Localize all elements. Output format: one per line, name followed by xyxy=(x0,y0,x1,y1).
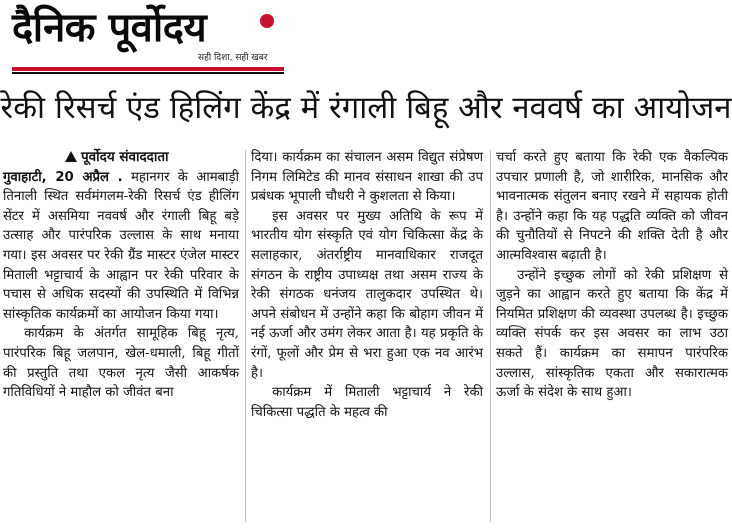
article-paragraph: इस अवसर पर मुख्य अतिथि के रूप में भारतीय योग संस्कृति एवं योग चिकित्सा केंद्र के सलाहकार, अंतर्राष्ट्रीय मानवाधिकार राजदूत संगठन के राष्ट्रीय उपाध्यक्ष तथा असम राज्य के रेकी संगठक धनंजय तालुकदार उपस्थित थे। अपने संबोधन में उन्होंने कहा कि बोहाग जीवन में नई ऊर्जा और उमंग लेकर आता है। यह प्रकृति के रंगों, फूलों और प्रेम से भरा हुआ एक नव आरंभ है। xyxy=(251,208,483,381)
article-paragraph xyxy=(3,168,239,325)
article-column-1 xyxy=(3,148,239,403)
newspaper-logo: दैनिक पूर्वोदय xyxy=(12,5,207,51)
article-paragraph: उन्होंने इच्छुक लोगों को रेकी प्रशिक्षण से जुड़ने का आह्वान करते हुए बताया कि केंद्र में नियमित प्रशिक्षण की व्यवस्था उपलब्ध है। इच्छुक व्यक्ति संपर्क कर इस अवसर का लाभ उठा सकते हैं। कार्यक्रम का समापन पारंपरिक उल्लास, सांस्कृतिक एकता और सकारात्मक ऊर्जा के संदेश के साथ हुआ। xyxy=(496,267,728,401)
article-paragraph: दिया। कार्यक्रम का संचालन असम विद्युत संप्रेषण निगम लिमिटेड की मानव संसाधन शाखा की उप प्रबंधक भूपाली चौधरी ने कुशलता से किया। xyxy=(251,150,483,205)
article-column-2 xyxy=(251,148,483,422)
byline xyxy=(3,148,239,168)
article-headline: रेकी रिसर्च एंड हिलिंग केंद्र में रंगाली बिहू और नववर्ष का आयोजन xyxy=(0,90,732,126)
article-paragraph: कार्यक्रम में मिताली भट्टाचार्य ने रेकी चिकित्सा पद्धति के महत्व की xyxy=(251,385,483,420)
masthead-rule-black xyxy=(12,72,284,74)
masthead xyxy=(0,0,732,80)
paragraph-text: महानगर के आमबाड़ी तिनाली स्थित सर्वमंगलम-रेकी रिसर्च एंड हीलिंग सेंटर में असमिया नववर्ष और रंगाली बिहू बड़े उत्साह और पारंपरिक उल्लास के साथ मनाया गया। इस अवसर पर रेकी ग्रैंड मास्टर एंजेल मास्टर मिताली भट्टाचार्य के आह्वान पर रेकी परिवार के पचास से अधिक सदस्यों की उपस्थिति में विभिन्न सांस्कृतिक कार्यक्रमों का आयोजन किया गया। xyxy=(3,169,239,322)
column-divider xyxy=(245,150,246,522)
byline-text: पूर्वोदय संवाददाता xyxy=(81,149,169,165)
article-column-3 xyxy=(496,148,728,403)
masthead-tagline: सही दिशा, सही खबर xyxy=(198,53,268,63)
column-divider xyxy=(490,150,491,522)
article-paragraph: चर्चा करते हुए बताया कि रेकी एक वैकल्पिक उपचार प्रणाली है, जो शारीरिक, मानसिक और भावनात्मक संतुलन बनाए रखने में सहायक होती है। उन्होंने कहा कि यह पद्धति व्यक्ति को जीवन की चुनौतियों से निपटने की शक्ति देती है और आत्मविश्वास बढ़ाती है। xyxy=(496,150,728,263)
article-paragraph: कार्यक्रम के अंतर्गत सामूहिक बिहू नृत्य, पारंपरिक बिहू जलपान, खेल-धमाली, बिहू गीतों की प्रस्तुति तथा एकल नृत्य जैसी आकर्षक गतिविधियों ने माहौल को जीवंत बना xyxy=(3,326,239,401)
masthead-rule-red xyxy=(12,67,284,71)
dateline: गुवाहाटी, 20 अप्रैल . xyxy=(3,169,123,185)
logo-red-dot-icon xyxy=(260,14,274,28)
triangle-bullet-icon xyxy=(65,151,77,162)
